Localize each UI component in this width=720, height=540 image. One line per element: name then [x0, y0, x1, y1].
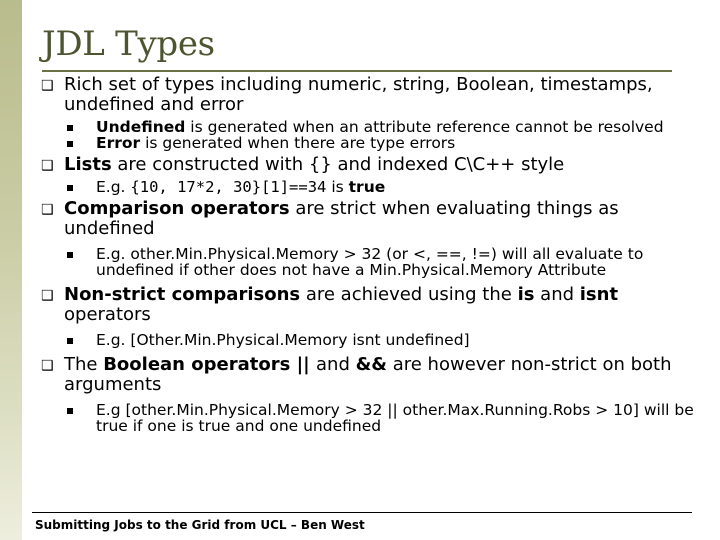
slide-body: [40, 75, 700, 434]
bullet-bold: Comparison operators: [64, 198, 290, 219]
sub-bullet-list-example: [96, 179, 700, 195]
sub-bullet-text: E.g. [Other.Min.Physical.Memory isnt undefined]: [96, 331, 470, 349]
decorative-side-bar: [0, 0, 22, 540]
sub-bullet-bold: true: [348, 178, 386, 196]
hollow-square-icon: ❑: [41, 158, 54, 174]
title-underline: [42, 70, 672, 72]
sub-bullet-bold: Error: [96, 134, 141, 152]
filled-square-icon: [67, 141, 73, 147]
bullet-text: The: [64, 354, 104, 375]
bullet-bold: Lists: [64, 154, 112, 175]
sub-bullet-comparison-example: [96, 246, 700, 278]
bullet-text: are strict when evaluating things as undefined: [64, 198, 619, 239]
bullet-text: are however non-strict on both arguments: [64, 354, 672, 395]
footer-divider: [32, 512, 692, 513]
sub-bullet-error: [96, 135, 700, 151]
slide-footer: Submitting Jobs to the Grid from UCL – Ben West: [35, 518, 365, 532]
sub-bullet-bold: Undefined: [96, 118, 186, 136]
sub-bullet-text: E.g. other.Min.Physical.Memory > 32 (or <, ==, !=) will all evaluate to undefined if other does not have a Min.Physical.Memory Attribute: [96, 245, 644, 279]
sub-bullet-undefined: [96, 119, 700, 135]
bullet-text: operators: [64, 304, 151, 325]
sub-bullet-text: is generated when there are type errors: [140, 134, 456, 152]
hollow-square-icon: ❑: [41, 78, 54, 94]
code-snippet: {10, 17*2, 30}[1]==34: [130, 178, 327, 196]
sub-bullet-text: E.g [other.Min.Physical.Memory > 32 || other.Max.Running.Robs > 10] will be true if one is true and one undefined: [96, 401, 694, 435]
hollow-square-icon: ❑: [41, 358, 54, 374]
bullet-bold: Boolean operators ||: [103, 354, 316, 375]
bullet-text: are constructed with {} and indexed C\C++ style: [111, 154, 565, 175]
bullet-comparison: [40, 199, 700, 239]
bullet-bold: Non-strict comparisons: [64, 284, 301, 305]
hollow-square-icon: ❑: [41, 288, 54, 304]
sub-bullet-text: E.g.: [96, 178, 131, 196]
slide-title: JDL Types: [42, 24, 215, 64]
bullet-types: [40, 75, 700, 115]
filled-square-icon: [67, 125, 73, 131]
hollow-square-icon: ❑: [41, 202, 54, 218]
bullet-text: are achieved using the: [300, 284, 518, 305]
bullet-lists: [40, 155, 700, 175]
sub-bullet-text: is: [326, 178, 349, 196]
bullet-text: Rich set of types including numeric, string, Boolean, timestamps, undefined and error: [64, 74, 653, 115]
bullet-text: and: [316, 354, 356, 375]
filled-square-icon: [67, 185, 73, 191]
filled-square-icon: [67, 252, 73, 258]
filled-square-icon: [67, 338, 73, 344]
keyword-is: is: [517, 284, 535, 305]
sub-bullet-non-strict-example: [96, 332, 700, 348]
keyword-isnt: isnt: [579, 284, 619, 305]
filled-square-icon: [67, 408, 73, 414]
bullet-boolean: [40, 355, 700, 395]
operator-and: &&: [355, 354, 387, 375]
sub-bullet-text: is generated when an attribute reference cannot be resolved: [185, 118, 664, 136]
sub-bullet-boolean-example: [96, 402, 700, 434]
bullet-text: and: [534, 284, 580, 305]
bullet-non-strict: [40, 285, 700, 325]
